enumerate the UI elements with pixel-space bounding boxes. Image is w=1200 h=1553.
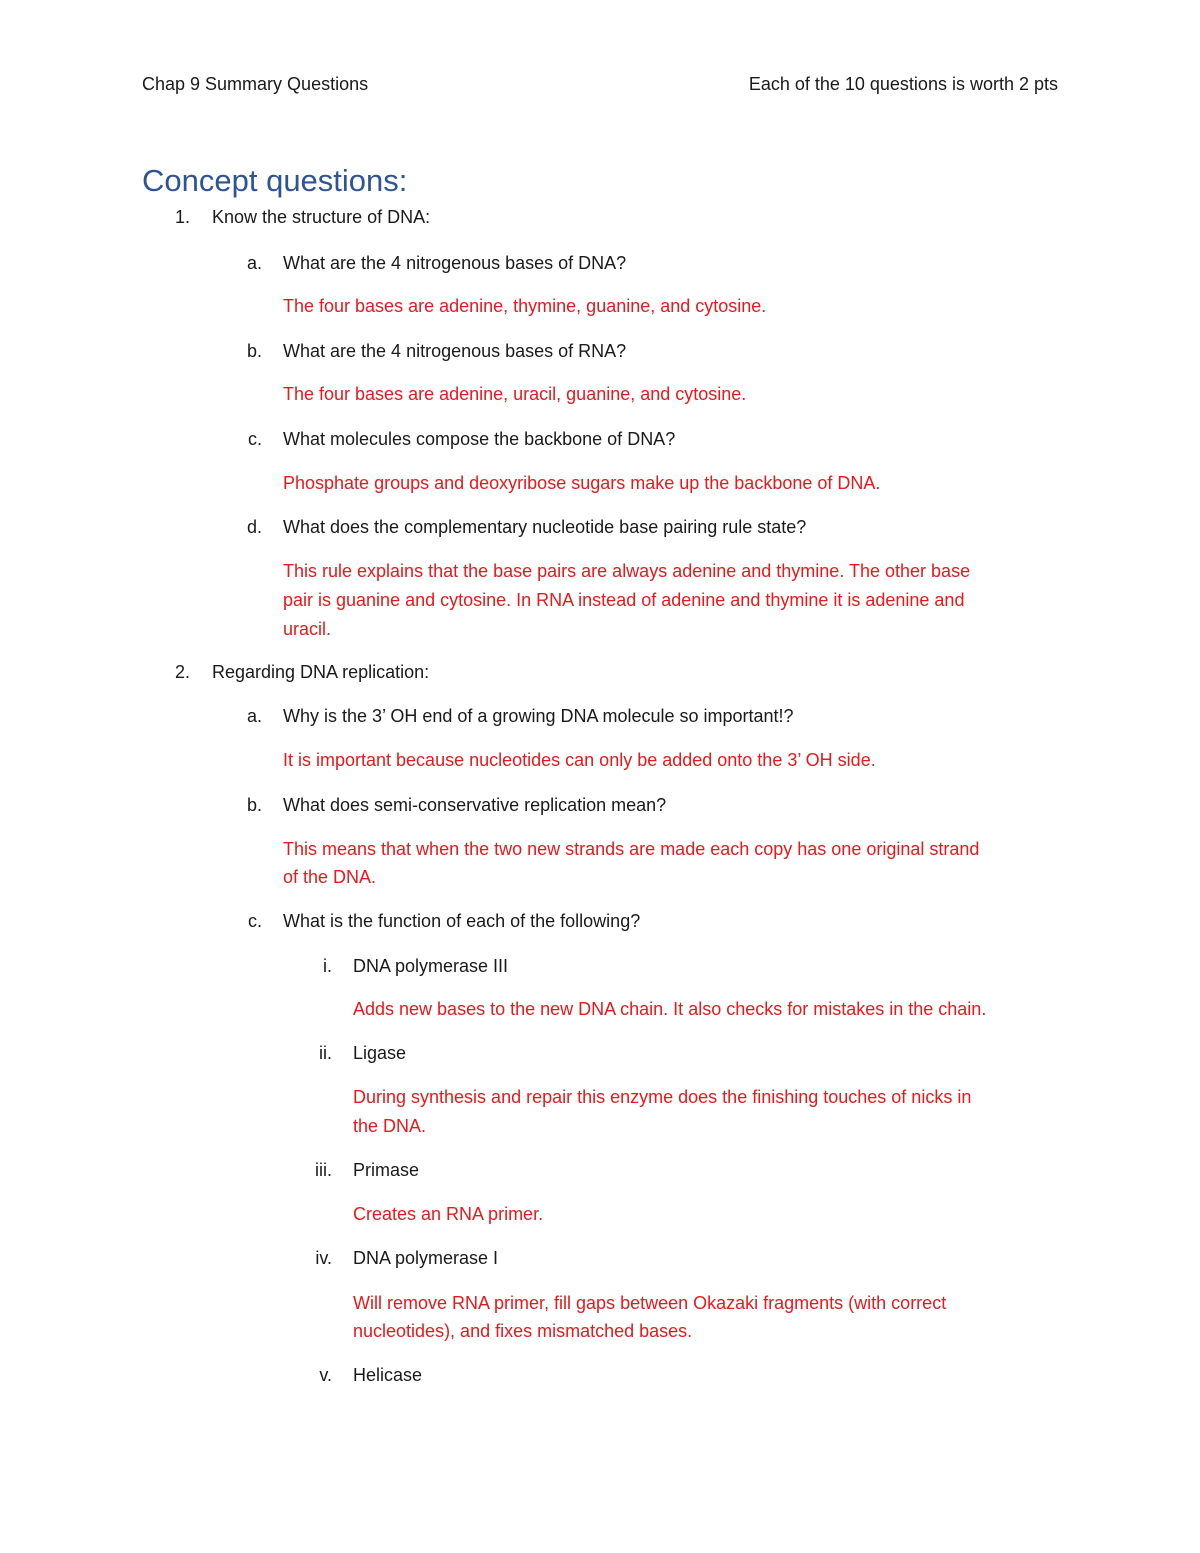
q1b-marker: b.: [246, 341, 262, 361]
q1d-marker: d.: [246, 517, 262, 537]
q1c-answer: Phosphate groups and deoxyribose sugars make up the backbone of DNA.: [283, 473, 881, 493]
q2c-item-4-answer-line-1: Will remove RNA primer, fill gaps between Okazaki fragments (with correct: [353, 1293, 947, 1313]
q2c-item-4-marker: iv.: [315, 1248, 332, 1268]
q2-number: 2.: [174, 662, 190, 682]
q1c-question: What molecules compose the backbone of DNA?: [283, 429, 676, 449]
q2c-item-2-answer-line-2: the DNA.: [353, 1116, 427, 1136]
q2b-answer-line-1: This means that when the two new strands are made each copy has one original strand: [283, 839, 980, 859]
q1b-answer: The four bases are adenine, uracil, guanine, and cytosine.: [283, 384, 747, 404]
q1a-question: What are the 4 nitrogenous bases of DNA?: [283, 253, 627, 273]
q1a-answer: The four bases are adenine, thymine, guanine, and cytosine.: [283, 296, 767, 316]
q2c-item-4-name: DNA polymerase I: [353, 1248, 499, 1268]
q2c-item-2-marker: ii.: [319, 1043, 332, 1063]
q2c-item-1-name: DNA polymerase III: [353, 956, 509, 976]
q2c-question: What is the function of each of the following?: [283, 911, 641, 931]
q2c-item-3-answer: Creates an RNA primer.: [353, 1204, 544, 1224]
q2c-item-3-name: Primase: [353, 1160, 420, 1180]
header-points-note: Each of the 10 questions is worth 2 pts: [748, 74, 1058, 94]
q1d-question: What does the complementary nucleotide base pairing rule state?: [283, 517, 807, 537]
q2c-item-2-answer-line-1: During synthesis and repair this enzyme does the finishing touches of nicks in: [353, 1087, 972, 1107]
q1b-question: What are the 4 nitrogenous bases of RNA?: [283, 341, 627, 361]
q1-text: Know the structure of DNA:: [212, 207, 431, 227]
section-heading: Concept questions:: [142, 163, 408, 198]
q2b-question: What does semi-conservative replication mean?: [283, 795, 667, 815]
q1d-answer-line-2: pair is guanine and cytosine. In RNA instead of adenine and thymine it is adenine and: [283, 590, 965, 610]
q2a-question: Why is the 3’ OH end of a growing DNA molecule so important!?: [283, 706, 794, 726]
q1d-answer-line-1: This rule explains that the base pairs are always adenine and thymine. The other base: [283, 561, 971, 581]
q2c-item-1-answer: Adds new bases to the new DNA chain. It also checks for mistakes in the chain.: [353, 999, 987, 1019]
q2c-item-3-marker: iii.: [315, 1160, 332, 1180]
q1d-answer-line-3: uracil.: [283, 619, 332, 639]
q1-number: 1.: [174, 207, 190, 227]
q2c-item-5-name: Helicase: [353, 1365, 423, 1385]
q2c-item-5-marker: v.: [319, 1365, 332, 1385]
q2a-marker: a.: [246, 706, 262, 726]
q2-text: Regarding DNA replication:: [212, 662, 430, 682]
q2c-item-1-marker: i.: [323, 956, 332, 976]
q2a-answer: It is important because nucleotides can only be added onto the 3’ OH side.: [283, 750, 876, 770]
q2b-answer-line-2: of the DNA.: [283, 867, 377, 887]
q1c-marker: c.: [247, 429, 262, 449]
header-title: Chap 9 Summary Questions: [142, 74, 369, 94]
q2c-marker: c.: [247, 911, 262, 931]
q2c-item-4-answer-line-2: nucleotides), and fixes mismatched bases.: [353, 1321, 693, 1341]
q2b-marker: b.: [246, 795, 262, 815]
q1a-marker: a.: [246, 253, 262, 273]
q2c-item-2-name: Ligase: [353, 1043, 407, 1063]
